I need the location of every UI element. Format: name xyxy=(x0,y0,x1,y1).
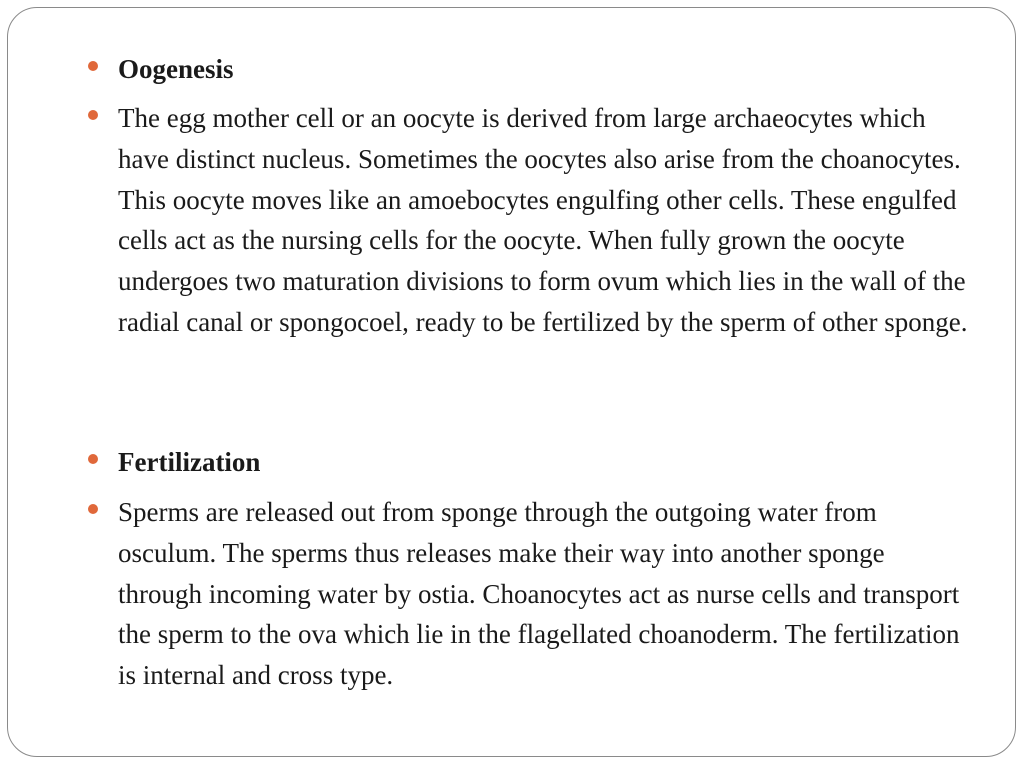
bullet-dot-icon xyxy=(88,504,98,514)
bullet-oogenesis-paragraph xyxy=(88,98,968,343)
bullet-dot-icon xyxy=(88,110,98,120)
bullet-fertilization-heading xyxy=(88,442,968,482)
bullet-dot-icon xyxy=(88,61,98,71)
bullet-oogenesis-heading xyxy=(88,49,968,89)
section-heading-oogenesis: Oogenesis xyxy=(118,54,234,84)
bullet-dot-icon xyxy=(88,454,98,464)
bullet-fertilization-paragraph xyxy=(88,492,968,696)
section-heading-fertilization: Fertilization xyxy=(118,447,261,477)
section-paragraph-fertilization: Sperms are released out from sponge through the outgoing water from osculum. The sperms thus releases make their way into another sponge through incoming water by ostia. Choanocytes act as nurse cells and transport the sperm to the ova which lie in the flagellated choanoderm. The fertilization is internal and cross type. xyxy=(118,497,960,691)
section-paragraph-oogenesis: The egg mother cell or an oocyte is derived from large archaeocytes which have distinct nucleus. Sometimes the oocytes also arise from the choanocytes. This oocyte moves like an amoebocytes engulfing other cells. These engulfed cells act as the nursing cells for the oocyte. When fully grown the oocyte undergoes two maturation divisions to form ovum which lies in the wall of the radial canal or spongocoel, ready to be fertilized by the sperm of other sponge. xyxy=(118,103,968,337)
